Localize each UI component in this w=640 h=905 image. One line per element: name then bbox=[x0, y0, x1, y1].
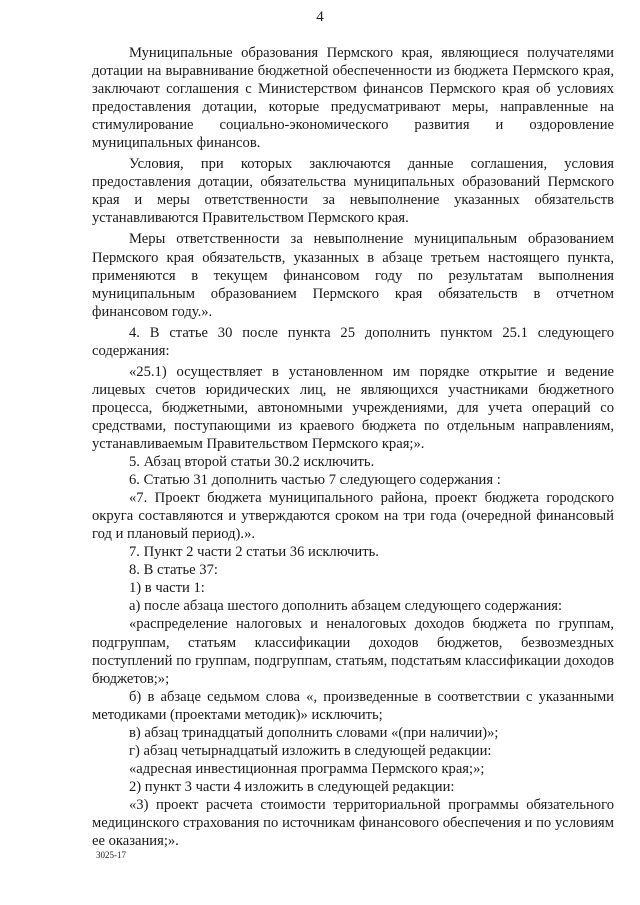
document-code: 3025-17 bbox=[96, 850, 126, 860]
paragraph-6: 5. Абзац второй статьи 30.2 исключить. bbox=[129, 454, 375, 471]
paragraph-1: Муниципальные образования Пермского края, являющиеся получателями дотации на выравнивание бюджетной обеспеченности из бюджета Пермского края, заключают соглашения с Министерством финансов Пермского края об условиях предоставления дотации, которые предусматривают меры, направленные на стимулирование социально-экономического развития и оздоровление муниципальных финансов. bbox=[92, 45, 614, 152]
paragraph-8: «7. Проект бюджета муниципального района, проект бюджета городского округа составляются и утверждаются сроком на три года (очередной финансовый год и плановый период).». bbox=[92, 490, 614, 543]
paragraph-16: г) абзац четырнадцатый изложить в следующей редакции: bbox=[129, 742, 492, 759]
paragraph-13: «распределение налоговых и неналоговых доходов бюджета по группам, подгруппам, статьям классификации доходов бюджетов, безвозмездных поступлений по группам, подгруппам, статьям, подстатьям классификации доходов бюджетов;»; bbox=[92, 616, 614, 687]
page-number: 4 bbox=[316, 9, 324, 25]
paragraph-12: а) после абзаца шестого дополнить абзацем следующего содержания: bbox=[129, 598, 563, 615]
paragraph-18: 2) пункт 3 части 4 изложить в следующей редакции: bbox=[129, 778, 455, 795]
paragraph-19: «3) проект расчета стоимости территориальной программы обязательного медицинского страхования по источникам финансового обеспечения и по условиям ее оказания;». bbox=[92, 796, 614, 850]
paragraph-14: б) в абзаце седьмом слова «, произведенные в соответствии с указанными методиками (проектами методик)» исключить; bbox=[92, 688, 614, 723]
paragraph-10: 8. В статье 37: bbox=[129, 562, 218, 579]
paragraph-7: 6. Статью 31 дополнить частью 7 следующего содержания : bbox=[129, 472, 501, 489]
paragraph-11: 1) в части 1: bbox=[129, 580, 205, 597]
paragraph-5: «25.1) осуществляет в установленном им порядке открытие и ведение лицевых счетов юридических лиц, не являющихся участниками бюджетного процесса, бюджетными, автономными учреждениями, для учета операций со средствами, поступающими из краевого бюджета по отдельным направлениям, устанавливаемым Правительством Пермского края;». bbox=[92, 363, 614, 452]
paragraph-17: «адресная инвестиционная программа Пермского края;»; bbox=[129, 760, 485, 777]
paragraph-4: 4. В статье 30 после пункта 25 дополнить пунктом 25.1 следующего содержания: bbox=[92, 324, 614, 359]
paragraph-3: Меры ответственности за невыполнение муниципальным образованием Пермского края обязательств, указанных в абзаце третьем настоящего пункта, применяются в текущем финансовом году по результатам выполнения муниципальным образованием Пермского края обязательств в отчетном финансовом году.». bbox=[92, 231, 614, 320]
paragraph-15: в) абзац тринадцатый дополнить словами «(при наличии)»; bbox=[129, 724, 499, 741]
paragraph-2: Условия, при которых заключаются данные соглашения, условия предоставления дотации, обязательства муниципальных образований Пермского края и меры ответственности за невыполнение указанных обязательств устанавливаются Правительством Пермского края. bbox=[92, 156, 614, 227]
paragraph-9: 7. Пункт 2 части 2 статьи 36 исключить. bbox=[129, 544, 379, 561]
document-body bbox=[92, 44, 614, 850]
